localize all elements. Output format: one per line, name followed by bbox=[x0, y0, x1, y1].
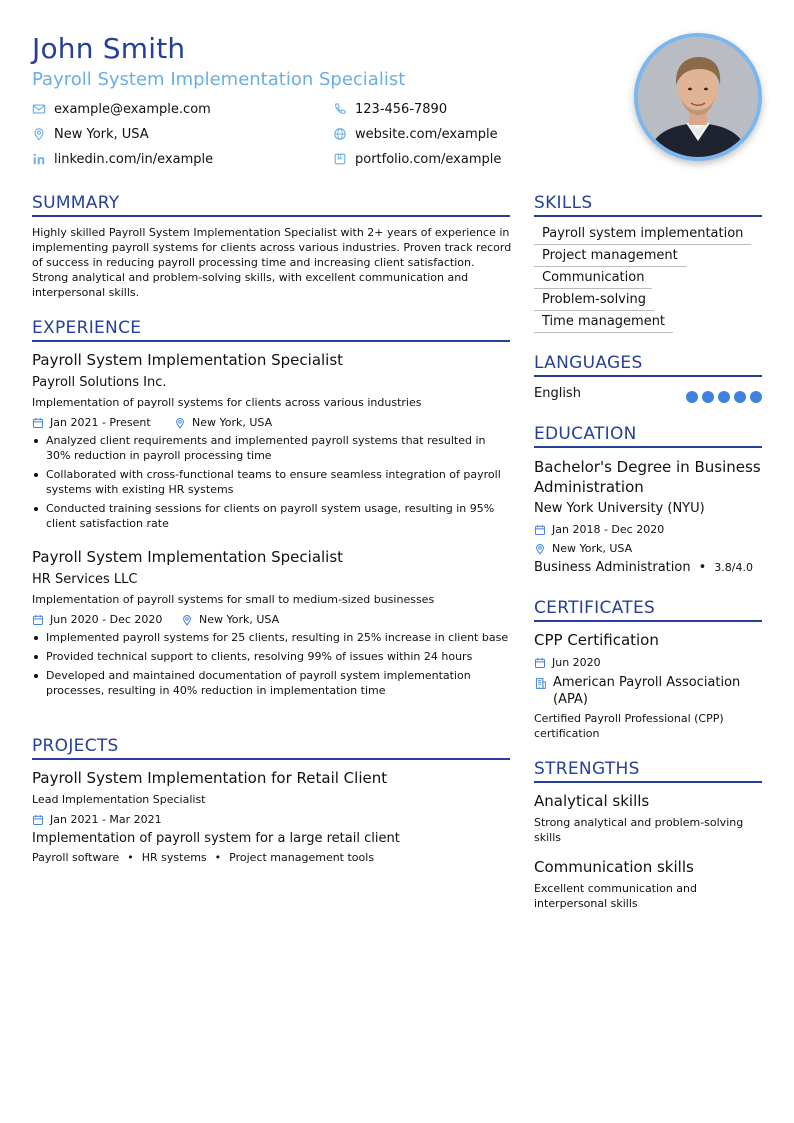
bullet-item: Collaborated with cross-functional teams to ensure seamless integration of payroll systems with existing HR systems bbox=[32, 467, 510, 497]
location-text: New York, USA bbox=[54, 126, 149, 142]
strength-name: Communication skills bbox=[534, 858, 694, 876]
project-tags bbox=[32, 851, 374, 864]
location-pin-icon bbox=[181, 614, 193, 626]
calendar-icon bbox=[32, 614, 44, 626]
experience-company: Payroll Solutions Inc. bbox=[32, 375, 167, 390]
strength-description: Excellent communication and interpersonal skills bbox=[534, 882, 698, 910]
project-tag: Project management tools bbox=[229, 851, 375, 864]
location-pin-icon bbox=[174, 417, 186, 429]
project-dates bbox=[32, 812, 162, 827]
education-field: Business Administration bbox=[534, 560, 691, 575]
website-text: website.com/example bbox=[355, 126, 498, 142]
mail-icon bbox=[32, 102, 46, 116]
experience-location bbox=[174, 415, 272, 430]
projects-heading: PROJECTS bbox=[32, 736, 119, 756]
phone-text: 123-456-7890 bbox=[355, 101, 448, 117]
language-level-dot bbox=[702, 391, 714, 403]
bullet-item: Implemented payroll systems for 25 clients, resulting in 25% increase in client base bbox=[32, 630, 510, 645]
language-level-dot bbox=[734, 391, 746, 403]
education-location-text: New York, USA bbox=[552, 542, 633, 555]
experience-role: Payroll System Implementation Specialist bbox=[32, 351, 344, 369]
language-level bbox=[686, 391, 762, 403]
experience-location bbox=[181, 612, 279, 627]
experience-location-text: New York, USA bbox=[199, 613, 280, 626]
experience-dates-text: Jan 2021 - Present bbox=[50, 416, 151, 429]
languages-heading: LANGUAGES bbox=[534, 353, 643, 373]
skill-item: Problem-solving bbox=[534, 289, 654, 311]
skills-heading: SKILLS bbox=[534, 193, 593, 213]
phone-icon bbox=[333, 102, 347, 116]
calendar-icon bbox=[534, 657, 546, 669]
certificate-description: Certified Payroll Professional (CPP) certification bbox=[534, 712, 724, 740]
summary-text: Highly skilled Payroll System Implementation Specialist with 2+ years of experience in implementing payroll systems for clients across various industries. Proven track record of success in reducing payroll processing time and increasing client satisfaction. Strong analytical and problem-solving skills, with excellent communication and interpersonal skills. bbox=[32, 226, 512, 299]
location-pin-icon bbox=[534, 543, 546, 555]
experience-bullets bbox=[32, 630, 510, 702]
language-level-dot bbox=[686, 391, 698, 403]
experience-company: HR Services LLC bbox=[32, 572, 138, 587]
strength-description: Strong analytical and problem-solving skills bbox=[534, 816, 744, 844]
calendar-icon bbox=[32, 417, 44, 429]
skills-divider bbox=[534, 215, 762, 217]
contact-website[interactable] bbox=[333, 125, 498, 143]
summary-divider bbox=[32, 215, 510, 217]
education-degree: Bachelor's Degree in Business Administration bbox=[534, 458, 761, 496]
globe-icon bbox=[333, 127, 347, 141]
project-name: Payroll System Implementation for Retail Client bbox=[32, 769, 388, 787]
contact-phone[interactable] bbox=[333, 100, 447, 118]
experience-dates bbox=[32, 415, 151, 430]
projects-divider bbox=[32, 758, 510, 760]
skill-item: Payroll system implementation bbox=[534, 223, 751, 245]
experience-dates bbox=[32, 612, 162, 627]
summary-heading: SUMMARY bbox=[32, 193, 120, 213]
project-tag: HR systems bbox=[141, 851, 207, 864]
experience-location-text: New York, USA bbox=[192, 416, 273, 429]
experience-description: Implementation of payroll systems for clients across various industries bbox=[32, 396, 422, 409]
contact-portfolio[interactable] bbox=[333, 150, 501, 168]
certificate-issuer bbox=[534, 674, 762, 708]
experience-role: Payroll System Implementation Specialist bbox=[32, 548, 344, 566]
skill-item: Project management bbox=[534, 245, 686, 267]
certificate-name: CPP Certification bbox=[534, 631, 659, 649]
skill-item: Communication bbox=[534, 267, 652, 289]
education-gpa: 3.8/4.0 bbox=[714, 561, 753, 574]
education-divider bbox=[534, 446, 762, 448]
portfolio-icon bbox=[333, 152, 347, 166]
linkedin-icon bbox=[32, 152, 46, 166]
skill-item: Time management bbox=[534, 311, 673, 333]
linkedin-text: linkedin.com/in/example bbox=[54, 151, 214, 167]
certificates-heading: CERTIFICATES bbox=[534, 598, 656, 618]
education-school: New York University (NYU) bbox=[534, 501, 705, 516]
experience-dates-text: Jun 2020 - Dec 2020 bbox=[50, 613, 163, 626]
building-icon bbox=[534, 677, 547, 690]
strength-name: Analytical skills bbox=[534, 792, 650, 810]
language-level-dot bbox=[750, 391, 762, 403]
project-tag: Payroll software bbox=[32, 851, 120, 864]
location-pin-icon bbox=[32, 127, 46, 141]
education-location bbox=[534, 541, 632, 556]
field-separator: • bbox=[698, 560, 707, 575]
experience-description: Implementation of payroll systems for small to medium-sized businesses bbox=[32, 593, 435, 606]
candidate-name: John Smith bbox=[32, 32, 186, 65]
profile-photo bbox=[634, 33, 762, 161]
languages-divider bbox=[534, 375, 762, 377]
education-heading: EDUCATION bbox=[534, 424, 637, 444]
tag-separator: • bbox=[127, 851, 134, 864]
project-description: Implementation of payroll system for a large retail client bbox=[32, 831, 400, 846]
bullet-item: Provided technical support to clients, resolving 99% of issues within 24 hours bbox=[32, 649, 510, 664]
calendar-icon bbox=[534, 524, 546, 536]
project-dates-text: Jan 2021 - Mar 2021 bbox=[50, 813, 162, 826]
calendar-icon bbox=[32, 814, 44, 826]
certificate-date-text: Jun 2020 bbox=[552, 656, 601, 669]
strengths-heading: STRENGTHS bbox=[534, 759, 640, 779]
profile-photo-image bbox=[638, 37, 758, 157]
certificate-issuer-text: American Payroll Association (APA) bbox=[553, 675, 741, 707]
contact-email[interactable] bbox=[32, 100, 211, 118]
certificate-date bbox=[534, 655, 601, 670]
language-name: English bbox=[534, 386, 581, 401]
language-level-dot bbox=[718, 391, 730, 403]
contact-linkedin[interactable] bbox=[32, 150, 213, 168]
bullet-item: Conducted training sessions for clients on payroll system usage, resulting in 95% client satisfaction rate bbox=[32, 501, 510, 531]
education-dates-text: Jan 2018 - Dec 2020 bbox=[552, 523, 665, 536]
experience-divider bbox=[32, 340, 510, 342]
education-dates bbox=[534, 522, 664, 537]
email-text: example@example.com bbox=[54, 101, 211, 117]
education-field-gpa bbox=[534, 560, 753, 575]
project-role: Lead Implementation Specialist bbox=[32, 793, 206, 806]
strengths-divider bbox=[534, 781, 762, 783]
experience-bullets bbox=[32, 433, 510, 535]
experience-heading: EXPERIENCE bbox=[32, 318, 142, 338]
portfolio-text: portfolio.com/example bbox=[355, 151, 502, 167]
candidate-title: Payroll System Implementation Specialist bbox=[32, 69, 406, 90]
bullet-item: Analyzed client requirements and implemented payroll systems that resulted in 30% reduction in payroll processing time bbox=[32, 433, 510, 463]
certificates-divider bbox=[534, 620, 762, 622]
contact-location bbox=[32, 125, 149, 143]
bullet-item: Developed and maintained documentation of payroll system implementation processes, resulting in 40% reduction in implementation time bbox=[32, 668, 510, 698]
tag-separator: • bbox=[214, 851, 222, 864]
